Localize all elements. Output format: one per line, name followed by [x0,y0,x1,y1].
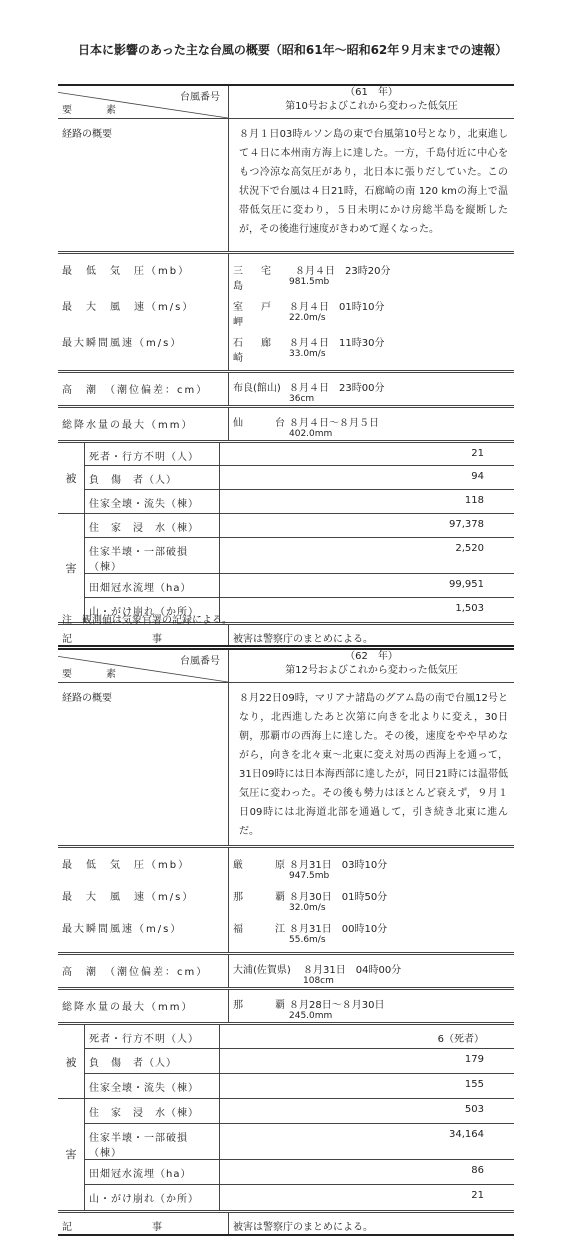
typhoon-no-label: 台風番号 [180,92,220,103]
typhoon-heading [229,649,515,683]
value: 245.0mm [289,1011,333,1021]
header-cell [58,85,229,119]
damage-value: 2,520 [220,538,515,574]
damage-category: 負 傷 者（人） [85,466,220,490]
remarks-label: 記 事 [62,1221,162,1233]
route-label: 経路の概要 [62,693,112,704]
precip-label: 総降水量の最大（mm） [62,420,194,431]
min-pressure-label: 最 低 気 圧（mb） [62,860,191,871]
value: 55.6m/s [289,935,326,945]
station: 石 廊 崎 [233,338,289,364]
date: ８月４日 [289,338,329,349]
station: 大浦(佐賀県) [233,965,291,976]
remarks-text: 被害は警察庁のまとめによる。 [229,623,515,646]
date: ８月31日 [303,965,346,976]
page-title: 日本に影響のあった主な台風の概要（昭和61年〜昭和62年９月末までの速報） [78,43,508,57]
damage-label-2: 害 [58,514,85,622]
damage-value: 99,951 [220,574,515,598]
damage-value: 6（死者） [437,1034,484,1045]
station: 仙 台 [233,418,289,429]
damage-value: 155 [220,1074,515,1099]
year-label: （62 年） [345,651,398,662]
damage-category: 死者・行方不明（人） [85,442,220,466]
remarks-text: 被害は警察庁のまとめによる。 [229,1211,515,1235]
date: ８月４日〜８月５日 [289,418,379,429]
station: 那 覇 [233,892,289,903]
footnote: 注 観測値は気象官署の記録による。 [62,615,232,626]
station: 那 覇 [233,1000,289,1011]
year-label: （61 年） [345,87,398,98]
station: 福 江 [233,924,289,935]
station: 室 戸 岬 [233,302,289,328]
value: 981.5mb [289,277,330,287]
damage-category: 田畑冠水流埋（ha） [85,1160,220,1185]
damage-label-2: 害 [58,1099,85,1210]
damage-label: 被 [58,1024,85,1099]
typhoon-section-1 [58,84,514,647]
damage-value: 503 [220,1099,515,1124]
value: 947.5mb [289,871,330,881]
damage-label: 被 [58,442,85,514]
damage-category: 住 家 浸 水（棟） [85,514,220,538]
route-summary: ８月１日03時ルソン島の東で台風第10号となり，北東進して４日に本州南方海上に達した。一方，千島付近に中心をもつ冷涼な高気圧があり，北日本に張りだしていた。この状況下で台風は４日21時，石廊崎の南 120 kmの海上で温帯低気圧に変わり，５日未明にかけ房総半島を縦断したが，その後進行速度がきわめて遅くなった。 [229,119,515,253]
damage-table [58,440,514,622]
value: 22.0m/s [289,313,326,323]
time: 01時50分 [341,892,388,903]
time: 11時30分 [339,338,385,349]
damage-value: 94 [220,466,515,490]
value: 33.0m/s [289,349,326,359]
damage-category: 死者・行方不明（人） [85,1024,220,1049]
date: ８月４日 [289,383,329,394]
route-summary: ８月22日09時，マリアナ諸島のグアム島の南で台風12号となり，北西進したあと次第に向きを北よりに変え，30日朝，那覇市の西海上に達した。その後，速度をやや早めながら，向きを北々東〜北東に変え対馬の西海上を通って，31日09時には日本海西部に達したが，同日21時には温帯低気圧に変わった。その後も勢力はほとんど衰えず，９月１日09時には北海道北部を通過して，引き続き北東に進んだ。 [229,683,515,847]
value: 108cm [303,976,334,986]
value: 402.0mm [289,429,333,439]
date: ８月４日 [289,302,329,313]
damage-category: 山・がけ崩れ（か所） [85,1185,220,1210]
max-wind-label: 最 大 風 速（m/s） [62,892,195,903]
time: 23時00分 [339,383,385,394]
tide-label: 高 潮 （潮位偏差：cm） [62,385,209,396]
max-gust-label: 最大瞬間風速（m/s） [62,338,183,349]
date: ８月30日 [289,892,332,903]
station: 三 宅 島 [233,266,289,292]
station: 布良(館山) [233,383,281,394]
damage-category: 住 家 浸 水（棟） [85,1099,220,1124]
date: ８月31日 [289,924,332,935]
remarks-label: 記 事 [62,633,162,645]
damage-category: 住家全壊・流失（棟） [85,1074,220,1099]
date: ８月31日 [289,860,332,871]
min-pressure-label: 最 低 気 圧（mb） [62,266,191,277]
damage-category: 住家半壊・一部破損（棟） [85,1124,220,1160]
value: 36cm [289,394,315,404]
route-label: 経路の概要 [62,129,112,140]
damage-category: 住家半壊・一部破損（棟） [85,538,220,574]
damage-category: 住家全壊・流失（棟） [85,490,220,514]
time: 01時10分 [339,302,385,313]
damage-value: 97,378 [220,514,515,538]
date: ８月28日〜８月30日 [289,1000,385,1011]
damage-value: 86 [220,1160,515,1185]
max-gust-label: 最大瞬間風速（m/s） [62,924,183,935]
precip-label: 総降水量の最大（mm） [62,1002,194,1013]
elements-label: 要 素 [62,669,128,680]
damage-value: 34,164 [220,1124,515,1160]
damage-value: 21 [220,1185,515,1210]
station: 厳 原 [233,860,289,871]
time: 03時10分 [341,860,388,871]
typhoon-no-label: 台風番号 [180,656,220,667]
damage-table [58,1022,514,1210]
elements-label: 要 素 [62,105,128,116]
damage-category: 負 傷 者（人） [85,1049,220,1074]
damage-category: 田畑冠水流埋（ha） [85,574,220,598]
date: ８月４日 [295,266,335,277]
max-wind-label: 最 大 風 速（m/s） [62,302,195,313]
typhoon-name: 第12号およびこれから変わった低気圧 [285,665,458,676]
typhoon-name: 第10号およびこれから変わった低気圧 [285,101,458,112]
time: 00時10分 [341,924,388,935]
damage-value: 179 [220,1049,515,1074]
time: 23時20分 [345,266,391,277]
tide-label: 高 潮 （潮位偏差：cm） [62,967,209,978]
time: 04時00分 [355,965,402,976]
damage-value: 21 [471,448,484,459]
value: 32.0m/s [289,903,326,913]
header-cell [58,649,229,683]
damage-value: 118 [220,490,515,514]
typhoon-section-2 [58,648,514,1236]
damage-category: 山・がけ崩れ（か所） [85,598,220,622]
damage-value: 1,503 [220,598,515,622]
typhoon-heading [229,85,515,119]
